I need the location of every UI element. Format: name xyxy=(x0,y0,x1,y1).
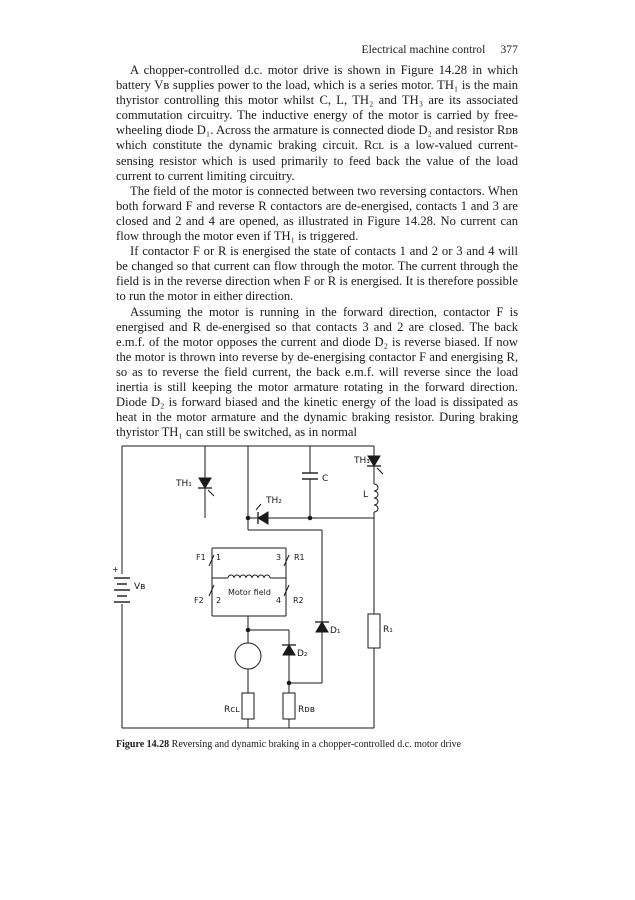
thyristor-th1 xyxy=(198,446,214,518)
r1-contact-label: R1 xyxy=(294,553,305,562)
figure-caption-text: Reversing and dynamic braking in a chopper-controlled d.c. motor drive xyxy=(171,739,462,750)
resistor-rdb xyxy=(283,693,295,728)
paragraph: A chopper-controlled d.c. motor drive is shown in Figure 14.28 in which battery Vʙ supplies power to the load, which is a series motor. TH₁ is the main thyristor controlling this motor whilst C, L, TH₂ and TH₃ are its associated commutation circuitry. The inductive energy of the motor is carried by free-wheeling diode D₁. Across the armature is connected diode D₂ and resistor Rᴅʙ which constitute the dynamic braking circuit. Rᴄʟ is a low-valued current-sensing resistor which is used primarily to feed back the value of the load current to current limiting circuitry. xyxy=(116,63,518,183)
c-label: C xyxy=(322,474,329,484)
battery-label: Vʙ xyxy=(134,582,146,592)
contact-2-label: 2 xyxy=(216,596,222,605)
figure-caption xyxy=(116,739,536,750)
thyristor-th2 xyxy=(256,504,268,524)
f1-label: F1 xyxy=(196,553,206,562)
header-title: Electrical machine control xyxy=(361,44,486,56)
wire-field-section xyxy=(248,530,322,630)
f2-label: F2 xyxy=(194,596,204,605)
resistor-rcl xyxy=(242,693,254,728)
rdb-label: Rᴅʙ xyxy=(298,705,315,715)
battery-vb xyxy=(114,578,130,602)
paragraph: The field of the motor is connected between two reversing contactors. When both forward F and reverse R contactors are de-energised, contacts 1 and 3 are closed and 2 and 4 are opened, as illustrated in Figure 14.28. No current can flow through the motor even if TH₁ is triggered. xyxy=(116,183,518,244)
wire-junction-th1 xyxy=(246,446,310,530)
motor-field-winding xyxy=(212,575,286,578)
r2-contact-label: R2 xyxy=(293,596,304,605)
d2-label: D₂ xyxy=(297,649,308,659)
contact-4-label: 4 xyxy=(276,596,282,605)
motor-field-label: Motor field xyxy=(228,588,271,597)
r1-label: R₁ xyxy=(383,625,393,635)
d1-label: D₁ xyxy=(330,626,341,636)
wire-armature xyxy=(246,616,289,693)
paragraph: If contactor F or R is energised the state of contacts 1 and 2 or 3 and 4 will be changed so that current can flow through the motor. The current through the field is in the reverse direction when F or R is energised. It is therefore possible to run the motor in either direction. xyxy=(116,244,518,304)
contact-3-label: 3 xyxy=(276,553,282,562)
th1-label: TH₁ xyxy=(176,479,192,489)
contact-1-label: 1 xyxy=(216,553,222,562)
resistor-r1 xyxy=(368,518,380,728)
rcl-label: Rᴄʟ xyxy=(224,705,240,715)
l-label: L xyxy=(363,490,369,500)
figure-caption-label: Figure 14.28 xyxy=(116,739,170,750)
motor-armature xyxy=(235,643,261,669)
page-number: 377 xyxy=(500,44,518,56)
th2-label: TH₂ xyxy=(266,496,282,506)
th3-label: TH₃ xyxy=(354,456,370,466)
battery-plus-label: + xyxy=(112,565,119,574)
paragraph: Assuming the motor is running in the forward direction, contactor F is energised and R de-energised so that contacts 3 and 2 are closed. The back e.m.f. of the motor opposes the current and diode D₂ is reverse biased. If now the motor is thrown into reverse by de-energising contactor F and energising R, so as to reverse the field current, the back e.m.f. will reverse since the load inertia is still keeping the motor armature rotating in the forward direction. Diode D₂ is forward biased and the kinetic energy of the load is dissipated as heat in the motor armature and the dynamic braking resistor. During braking thyristor TH₁ can still be switched, as in normal xyxy=(116,304,518,440)
capacitor-c xyxy=(302,446,318,520)
